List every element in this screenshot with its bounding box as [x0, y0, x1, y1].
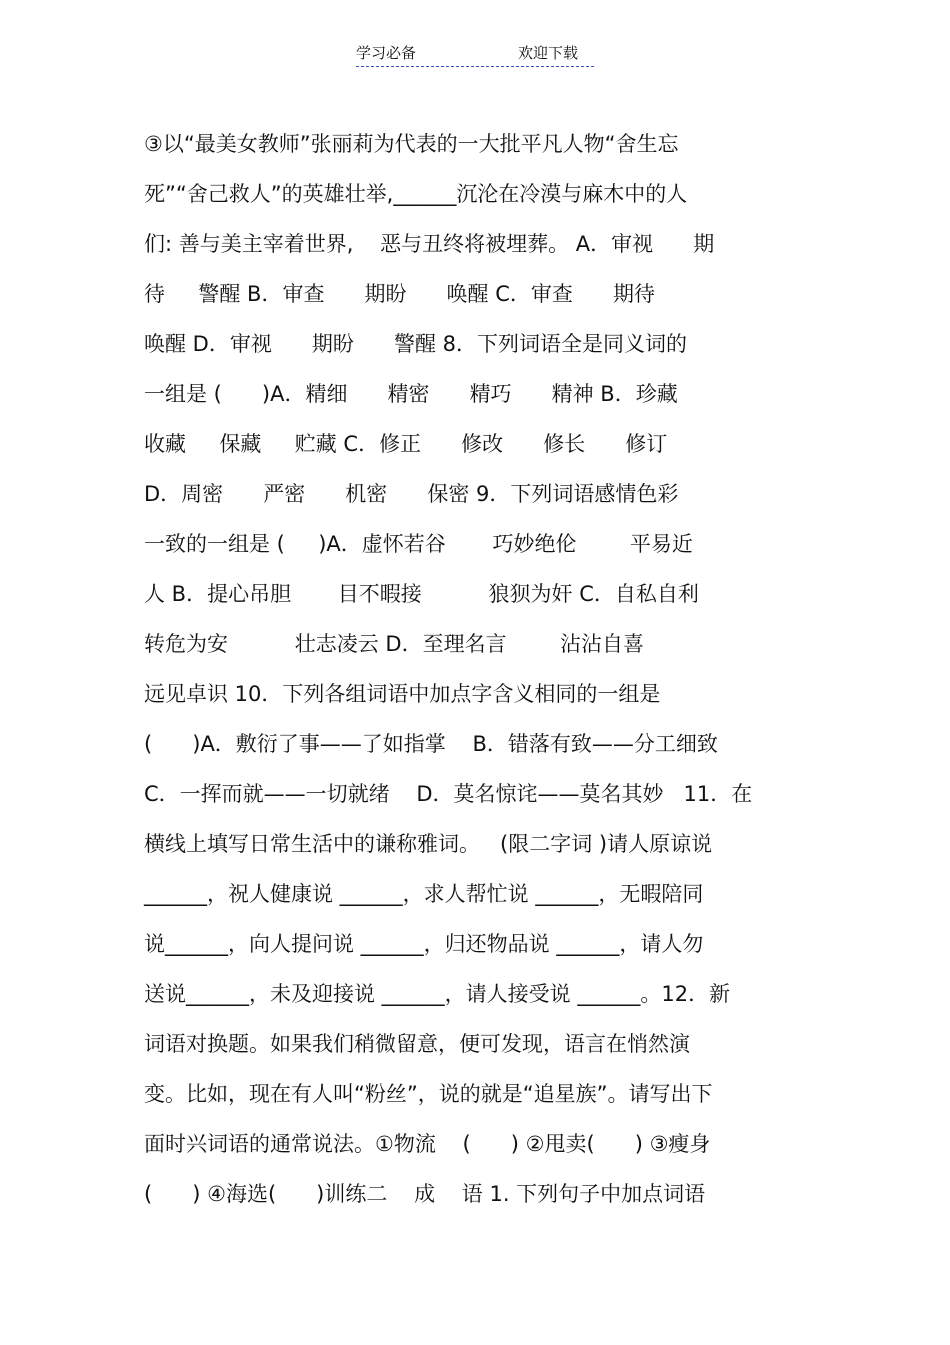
text-line: 远见卓识 10．下列各组词语中加点字含义相同的一组是: [144, 682, 661, 706]
text-line: 横线上填写日常生活中的谦称雅词。 (限二字词 )请人原谅说: [144, 832, 713, 856]
text-line: D．周密 严密 机密 保密 9．下列词语感情色彩: [144, 482, 679, 506]
text-line: 变。比如，现在有人叫“粉丝”，说的就是“追星族”。请写出下: [144, 1082, 713, 1106]
text-line: 收藏 保藏 贮藏 C．修正 修改 修长 修订: [144, 432, 668, 456]
text-line: ( ) ④海选( )训练二 成 语 1. 下列句子中加点词语: [144, 1182, 706, 1206]
text-line: 们: 善与美主宰着世界, 恶与丑终将被埋葬。 A．审视 期: [144, 232, 715, 256]
text-line: 死”“舍己救人”的英雄壮举,______沉沦在冷漠与麻木中的人: [144, 182, 688, 206]
header-left-text: 学习必备: [356, 44, 417, 62]
text-line: 面时兴词语的通常说法。①物流 ( ) ②甩卖( ) ③瘦身: [144, 1132, 711, 1156]
header-right-text: 欢迎下载: [518, 44, 579, 62]
text-line: 待 警醒 B．审查 期盼 唤醒 C．审查 期待: [144, 282, 655, 306]
text-line: 转危为安 壮志凌云 D．至理名言 沾沾自喜: [144, 632, 644, 656]
text-line: 人 B．提心吊胆 目不暇接 狼狈为奸 C．自私自利: [144, 582, 699, 606]
page-header: [356, 42, 594, 67]
text-line: 词语对换题。如果我们稍微留意，便可发现，语言在悄然演: [144, 1032, 690, 1056]
text-line: ③以“最美女教师”张丽莉为代表的一大批平凡人物“舍生忘: [144, 132, 679, 156]
text-line: 说______，向人提问说 ______，归还物品说 ______，请人勿: [144, 932, 704, 956]
text-line: 唤醒 D．审视 期盼 警醒 8．下列词语全是同义词的: [144, 332, 687, 356]
text-line: ( )A．敷衍了事——了如指掌 B．错落有致——分工细致: [144, 732, 718, 756]
text-line: 一致的一组是 ( )A．虚怀若谷 巧妙绝伦 平易近: [144, 532, 693, 556]
text-line: C．一挥而就——一切就绪 D．莫名惊诧——莫名其妙 11．在: [144, 782, 753, 806]
text-line: 送说______，未及迎接说 ______，请人接受说 ______。12．新: [144, 982, 731, 1006]
text-line: ______，祝人健康说 ______，求人帮忙说 ______，无暇陪同: [144, 882, 704, 906]
text-line: 一组是 ( )A．精细 精密 精巧 精神 B．珍藏: [144, 382, 678, 406]
